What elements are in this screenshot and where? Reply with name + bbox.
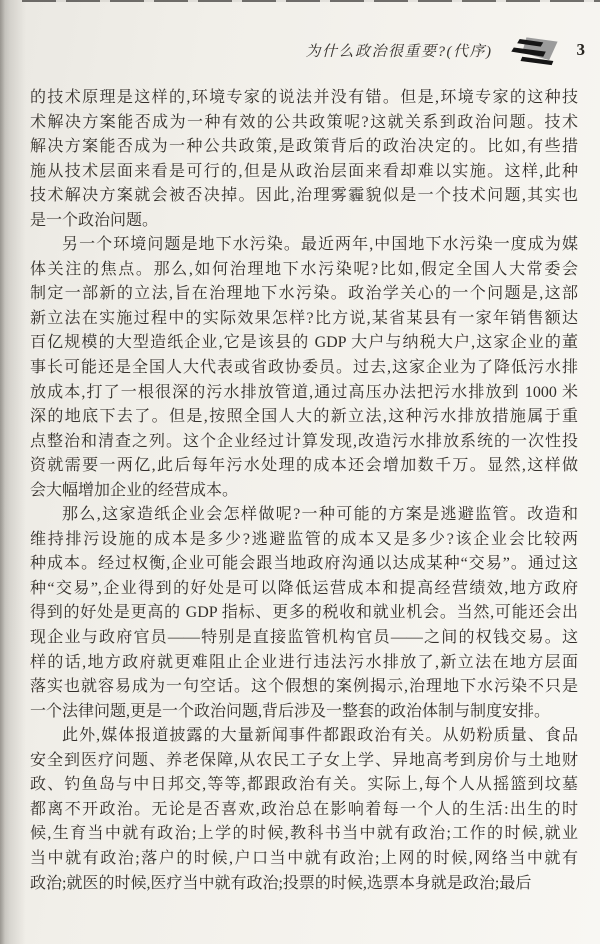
text-line: 解决方案能否成为一种公共政策,是政策背后的政治决定的。比如,有些措 [30,138,578,156]
text-line: 那么,这家造纸企业会怎样做呢?一种可能的方案是逃避监管。改造和 [62,506,578,524]
page-number: 3 [576,40,585,59]
text-line: 制定一部新的立法,旨在治理地下水污染。政治学关心的一个问题是,这部 [30,285,578,303]
text-line: 施从技术层面来看是可行的,但是从政治层面来看却难以实施。这样,此种 [30,162,578,180]
publisher-logo-icon [506,34,562,66]
text-line: 体关注的焦点。那么,如何治理地下水污染呢?比如,假定全国人大常委会 [30,260,578,278]
text-line: 一个法律问题,更是一个政治问题,背后涉及一整套的政治体制与制度安排。 [30,702,551,720]
text-line: 得到的好处是更高的 GDP 指标、更多的税收和就业机会。当然,可能还会出 [30,604,578,622]
text-line: 的技术原理是这样的,环境专家的说法并没有错。但是,环境专家的这种技 [30,89,578,106]
text-line: 新立法在实施过程中的实际效果怎样?比方说,某省某县有一家年销售额达 [30,309,578,327]
text-line: 落实也就容易成为一句空话。这个假想的案例揭示,治理地下水污染不只是 [30,678,578,696]
scan-top-edge-artifact [22,0,600,2]
text-line: 候,生育当中就有政治;上学的时候,教科书当中就有政治;工作的时候,就业 [30,825,578,843]
text-line: 安全到医疗问题、养老保障,从农民工子女上学、异地高考到房价与土地财 [30,751,578,769]
text-line: 维持排污设施的成本是多少?逃避监管的成本又是多少?该企业会比较两 [30,530,578,548]
text-line: 都离不开政治。无论是否喜欢,政治总在影响着每一个人的生活:出生的时 [30,800,578,818]
text-line: 种“交易”,企业得到的好处是可以降低运营成本和提高经营绩效,地方政府 [30,579,578,597]
text-line: 点整治和清查之列。这个企业经过计算发现,改造污水排放系统的一次性投 [30,432,578,450]
page-body [30,86,578,896]
text-line: 样的话,地方政府就更难阻止企业进行违法污水排放了,新立法在地方层面 [30,653,578,671]
text-line: 政治;就医的时候,医疗当中就有政治;投票的时候,选票本身就是政治;最后 [30,874,532,892]
text-line: 会大幅增加企业的经营成本。 [30,481,239,499]
text-line: 种成本。经过权衡,企业可能会跟当地政府沟通以达成某种“交易”。通过这 [30,555,578,573]
text-line: 深的地底下去了。但是,按照全国人大的新立法,这种污水排放措施属于重 [30,408,578,426]
text-line: 资就需要一两亿,此后每年污水处理的成本还会增加数千万。显然,这样做 [30,457,578,475]
text-line: 现企业与政府官员——特别是直接监管机构官员——之间的权钱交易。这 [30,629,578,647]
text-line: 术解决方案能否成为一种有效的公共政策呢?这就关系到政治问题。技术 [30,113,578,131]
spine-shadow-core [0,0,5,944]
text-line: 技术解决方案就会被否决掉。因此,治理雾霾貌似是一个技术问题,其实也 [30,187,578,205]
text-line: 放成本,打了一根很深的污水排放管道,通过高压办法把污水排放到 1000 米 [30,383,578,401]
text-line: 此外,媒体报道披露的大量新闻事件都跟政治有关。从奶粉质量、食品 [62,727,578,745]
text-line: 百亿规模的大型造纸企业,它是该县的 GDP 大户与纳税大户,这家企业的董 [30,334,578,352]
text-line: 政、钓鱼岛与中日邦交,等等,都跟政治有关。实际上,每个人从摇篮到坟墓 [30,776,578,794]
text-line: 事长可能还是全国人大代表或省政协委员。过去,这家企业为了降低污水排 [30,359,578,377]
running-header [306,34,586,66]
running-title: 为什么政治很重要?(代序) [305,43,493,60]
text-line: 当中就有政治;落户的时候,户口当中就有政治;上网的时候,网络当中就有 [30,849,578,867]
text-line: 是一个政治问题。 [30,211,159,229]
text-line: 另一个环境问题是地下水污染。最近两年,中国地下水污染一度成为媒 [62,236,578,254]
